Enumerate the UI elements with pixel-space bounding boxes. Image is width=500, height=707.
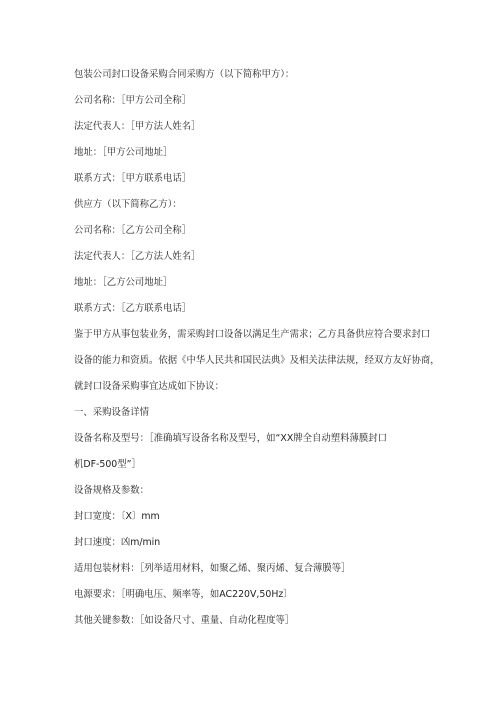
equipment-specs-heading: 设备规格及参数： <box>74 485 150 496</box>
power-requirements: 电源要求：［明确电压、频率等，如AC220V,50Hz〕 <box>74 589 293 600</box>
preamble-line-3: 就封口设备采购事宜达成如下协议： <box>74 381 225 392</box>
buyer-contact: 联系方式：［甲方联系电话］ <box>74 173 192 184</box>
contract-heading-buyer: 包装公司封口设备采购合同采购方（以下简称甲方）： <box>74 69 295 80</box>
supplier-company-name: 公司名称：［乙方公司全称］ <box>74 225 192 236</box>
other-key-parameters: 其他关键参数：［如设备尺寸、重量、自动化程度等］ <box>74 615 295 626</box>
supplier-address: 地址：［乙方公司地址］ <box>74 277 173 288</box>
buyer-address: 地址：［甲方公司地址］ <box>74 147 173 158</box>
equipment-name-model-line-2: 机DF-500型”］ <box>74 459 141 470</box>
supplier-heading: 供应方（以下简称乙方）： <box>74 199 182 210</box>
buyer-company-name: 公司名称：［甲方公司全称］ <box>74 95 192 106</box>
contract-text <box>74 68 454 640</box>
applicable-materials: 适用包装材料：［列举适用材料，如聚乙烯、聚丙烯、复合薄膜等］ <box>74 563 351 574</box>
section-heading-equipment: 一、采购设备详情 <box>74 407 150 418</box>
supplier-legal-representative: 法定代表人：［乙方法人姓名］ <box>74 251 201 262</box>
equipment-name-model-line-1: 设备名称及型号：［准确填写设备名称及型号，如“XX牌全自动塑料薄膜封口 <box>74 433 388 444</box>
supplier-contact: 联系方式：［乙方联系电话］ <box>74 303 192 314</box>
buyer-legal-representative: 法定代表人：［甲方法人姓名］ <box>74 121 201 132</box>
seal-width: 封口宽度：〔X〕mm <box>74 511 160 522</box>
preamble-line-1: 鉴于甲方从事包装业务，需采购封口设备以满足生产需求；乙方具备供应符合要求封口 <box>74 329 431 340</box>
seal-speed: 封口速度：凶m/min <box>74 537 161 548</box>
preamble-line-2: 设备的能力和资质。依据《中华人民共和国民法典》及相关法律法规，经双方友好协商， <box>74 355 440 366</box>
